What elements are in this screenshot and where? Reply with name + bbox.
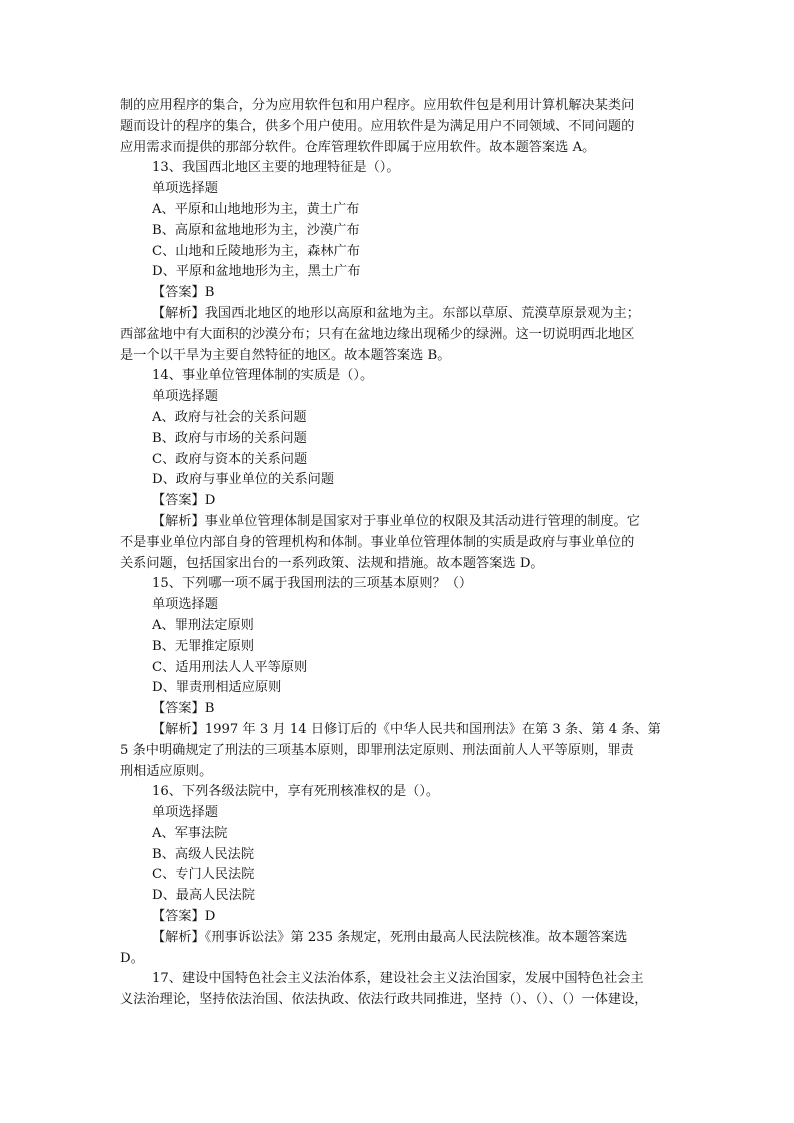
- text-line: A、政府与社会的关系问题: [152, 409, 307, 425]
- text-line: 题而设计的程序的集合，供多个用户使用。应用软件是为满足用户不同领域、不同问题的: [120, 118, 635, 134]
- text-line: 【解析】1997 年 3 月 14 日修订后的《中华人民共和国刑法》在第 3 条、第 4 条、第: [152, 721, 661, 737]
- text-line: 【答案】B: [152, 285, 215, 301]
- text-line: 13、我国西北地区主要的地理特征是（）。: [152, 160, 400, 176]
- text-line: 应用需求而提供的那部分软件。仓库管理软件即属于应用软件。故本题答案选 A。: [120, 139, 596, 155]
- text-line: A、军事法院: [152, 825, 228, 841]
- text-line: A、罪刑法定原则: [152, 617, 254, 633]
- text-line: 5 条中明确规定了刑法的三项基本原则，即罪刑法定原则、刑法面前人人平等原则，罪责: [120, 742, 634, 758]
- text-line: 西部盆地中有大面积的沙漠分布；只有在盆地边缘出现稀少的绿洲。这一切说明西北地区: [120, 326, 635, 342]
- text-line: 【解析】事业单位管理体制是国家对于事业单位的权限及其活动进行管理的制度。它: [152, 513, 640, 529]
- text-line: 【答案】D: [152, 909, 216, 925]
- text-line: 【解析】《刑事诉讼法》第 235 条规定，死刑由最高人民法院核准。故本题答案选: [152, 929, 628, 945]
- text-line: 【解析】我国西北地区的地形以高原和盆地为主。东部以草原、荒漠草原景观为主；: [152, 305, 640, 321]
- text-line: 是一个以干旱为主要自然特征的地区。故本题答案选 B。: [120, 347, 451, 363]
- text-line: C、山地和丘陵地形为主，森林广布: [152, 243, 360, 259]
- text-line: 【答案】B: [152, 701, 215, 717]
- text-line: D、最高人民法院: [152, 888, 255, 904]
- text-line: 不是事业单位内部自身的管理机构和体制。事业单位管理体制的实质是政府与事业单位的: [120, 534, 635, 550]
- text-line: 【答案】D: [152, 493, 216, 509]
- text-line: D、罪责刑相适应原则: [152, 680, 282, 696]
- text-line: C、专门人民法院: [152, 867, 255, 883]
- text-line: 单项选择题: [152, 181, 218, 197]
- text-line: B、无罪推定原则: [152, 638, 255, 654]
- text-line: C、适用刑法人人平等原则: [152, 659, 308, 675]
- text-line: 17、建设中国特色社会主义法治体系，建设社会主义法治国家，发展中国特色社会主: [152, 971, 644, 987]
- text-line: B、高级人民法院: [152, 846, 255, 862]
- text-line: A、平原和山地地形为主，黄土广布: [152, 201, 360, 217]
- text-line: 单项选择题: [152, 597, 218, 613]
- text-line: 15、下列哪一项不属于我国刑法的三项基本原则？（）: [152, 576, 473, 592]
- text-line: 单项选择题: [152, 389, 218, 405]
- text-line: 关系问题，包括国家出台的一系列政策、法规和措施。故本题答案选 D。: [120, 555, 544, 571]
- text-line: 单项选择题: [152, 805, 218, 821]
- text-line: D。: [120, 950, 144, 966]
- text-line: 刑相适应原则。: [120, 763, 213, 779]
- text-line: D、政府与事业单位的关系问题: [152, 472, 335, 488]
- text-line: 制的应用程序的集合，分为应用软件包和用户程序。应用软件包是利用计算机解决某类问: [120, 98, 635, 113]
- text-line: 16、下列各级法院中，享有死刑核准权的是（）。: [152, 784, 440, 800]
- text-line: C、政府与资本的关系问题: [152, 451, 308, 467]
- text-line: B、高原和盆地地形为主，沙漠广布: [152, 222, 360, 238]
- document-body: [120, 96, 668, 1011]
- text-line: D、平原和盆地地形为主，黑土广布: [152, 264, 361, 280]
- text-line: B、政府与市场的关系问题: [152, 430, 307, 446]
- text-line: 义法治理论，坚持依法治国、依法执政、依法行政共同推进，坚持（）、（）、（）一体建设，: [120, 992, 648, 1008]
- text-line: 14、事业单位管理体制的实质是（）。: [152, 368, 374, 384]
